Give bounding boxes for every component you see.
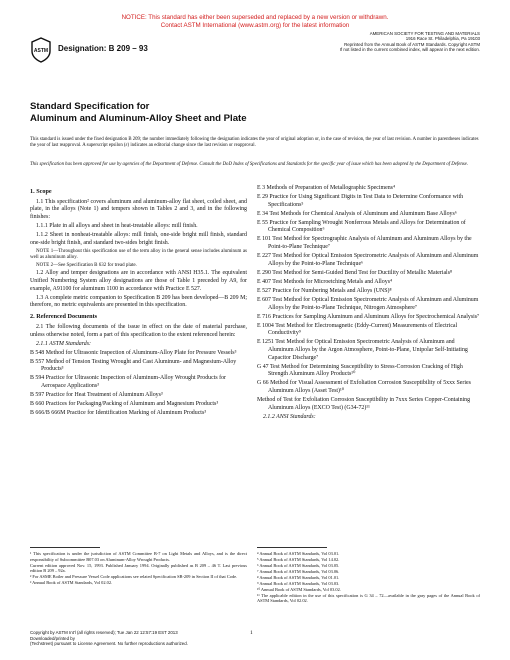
copyright-line-1: Copyright by ASTM Int'l (all rights reserved); Tue Jan 22 12:57:19 EST 2013	[30, 630, 178, 635]
reference-item: Method of Test for Exfoliation Corrosion Susceptibility in 7xxx Series Copper-Containing Aluminum Alloys (EXCO Test) (G34-72)¹¹	[257, 397, 471, 411]
reference-item: E 101 Test Method for Spectrographic Analysis of Aluminum and Aluminum Alloys by the Point-to-Plane Technique⁷	[257, 236, 472, 251]
footnote: ¹⁰ Annual Book of ASTM Standards, Vol 03.02.	[257, 586, 341, 592]
paragraph-1-1-1: 1.1.1 Plate in all alloys and sheet in heat-treatable alloys: mill finish.	[36, 223, 198, 230]
reference-item: B 548 Method for Ultrasonic Inspection of Aluminum-Alloy Plate for Pressure Vessels³	[30, 349, 237, 356]
reference-item: E 527 Practice for Numbering Metals and Alloys (UNS)⁸	[257, 287, 392, 294]
title-line-1: Standard Specification for	[30, 101, 150, 112]
reference-item: E 607 Test Method for Optical Emission Spectrometric Analysis of Aluminum and Aluminum Alloys by the Point-to-Plane Technique, Nitrogen Atmosphere⁷	[257, 296, 479, 311]
footnotes-right	[257, 551, 480, 604]
footnotes-left	[30, 551, 247, 586]
intro-dod-note: This specification has been approved for use by agencies of the Department of Defense. Consult the DoD Index of Specifications and Standards for the specific year of issue which has been adopted by the Department of Defense.	[30, 162, 468, 167]
reference-item: G 66 Method for Visual Assessment of Exfoliation Corrosion Susceptibility of 5xxx Series Aluminum Alloys (Asset Test)¹⁰	[257, 380, 471, 395]
page-number: 1	[250, 630, 253, 636]
notice-line-2: Contact ASTM International (www.astm.org) for the latest information	[160, 22, 350, 29]
reference-item: B 557 Method of Tension Testing Wrought and Cast Aluminum- and Magnesium-Alloy Products³	[30, 358, 237, 373]
reference-item: E 55 Practice for Sampling Wrought Nonferrous Metals and Alloys for Determination of Chemical Composition⁶	[257, 219, 466, 234]
section-heading-referenced-documents: 2. Referenced Documents	[30, 313, 98, 321]
notice-line-1: NOTICE: This standard has either been superseded and replaced by a new version or withdrawn.	[121, 14, 389, 21]
footnote: ² For ASME Boiler and Pressure Vessel Code applications see related Specification SB-209 in Section II of that Code.	[30, 574, 238, 580]
designation: Designation: B 209 – 93	[58, 44, 148, 53]
left-column	[30, 185, 247, 419]
title-line-2: Aluminum and Aluminum-Alloy Sheet and Plate	[30, 113, 247, 124]
section-heading-scope: 1. Scope	[30, 188, 52, 195]
footnote-divider-right	[257, 547, 327, 548]
reference-item: E 1004 Test Method for Electromagnetic (Eddy-Current) Measurements of Electrical Conductivity⁹	[257, 322, 458, 337]
footnote: ⁸ Annual Book of ASTM Standards, Vol 01.01.	[257, 574, 340, 580]
footnote: ⁴ Annual Book of ASTM Standards, Vol 03.01.	[257, 551, 340, 556]
reference-item: E 29 Practice for Using Significant Digits in Test Data to Determine Conformance with Specifications⁵	[257, 194, 464, 208]
society-index-note: If not listed in the current combined index, will appear in the next edition.	[339, 47, 480, 53]
paragraph-1-1-2: 1.1.2 Sheet in nonheat-treatable alloys: mill finish, one-side bright mill finish, standard one-side bright finish, and standard two-sides bright finish.	[30, 232, 247, 246]
reference-item: E 1251 Test Method for Optical Emission Spectrometric Analysis of Aluminum and Aluminum Alloys by the Argon Atmosphere, Point-to-Plane, Unipolar Self-Initiating Capacitor Discharge⁷	[257, 339, 468, 361]
reference-item: B 666/B 666M Practice for Identification Marking of Aluminum Products³	[30, 409, 207, 416]
footnote: ¹ This specification is under the jurisdiction of ASTM Committee B-7 on Light Metals and Alloys, and is the direct responsibility of Subcommittee B07.03 on Aluminum-Alloy Wrought Products.	[30, 551, 247, 562]
footnote: ¹¹ The applicable edition in the use of this specification is G 34 – 72—available in the gray pages of the Annual Book of ASTM Standards, Vol 02.02.	[257, 592, 480, 604]
reference-item: E 227 Test Method for Optical Emission Spectrometric Analysis of Aluminum and Aluminum Alloys by the Point-to-Plane Technique⁶	[257, 253, 479, 267]
society-address: 1916 Race St. Philadelphia, Pa 19103	[405, 36, 480, 42]
note-1: NOTE 1—Throughout this specification use of the term alloy in the general sense includes aluminum as well as aluminum alloy.	[30, 248, 247, 261]
copyright-notice	[30, 630, 188, 647]
svg-text:ASTM: ASTM	[33, 48, 49, 54]
reference-item: B 660 Practices for Packaging/Packing of Aluminum and Magnesium Products³	[30, 400, 219, 407]
paragraph-1-3: 1.3 A complete metric companion to Specification B 209 has been developed—B 209 M; therefore, no metric equivalents are presented in this specification.	[30, 294, 247, 309]
reference-item: E 716 Practices for Sampling Aluminum and Aluminum Alloys for Spectrochemical Analysis⁷	[257, 313, 480, 320]
paragraph-2-1: 2.1 The following documents of the issue in effect on the date of material purchase, unless otherwise noted, form a part of this specification to the extent referenced herein:	[30, 323, 247, 338]
paragraph-1-2: 1.2 Alloy and temper designations are in accordance with ANSI H35.1. The equivalent Unified Numbering System alloy designations are those of Table 1 preceded by A9, for example, A91100 for aluminum 1100 in accordance with Practice E 527.	[30, 270, 247, 292]
footnote: ⁹ Annual Book of ASTM Standards, Vol 03.03.	[257, 580, 340, 586]
footnote: ⁵ Annual Book of ASTM Standards, Vol 14.02.	[257, 556, 340, 562]
footnote-divider-left	[30, 547, 100, 548]
reference-item: E 34 Test Methods for Chemical Analysis of Aluminum and Aluminum Base Alloys⁶	[257, 210, 457, 217]
footnote: Current edition approved Nov. 15, 1993. Published January 1994. Originally published as B 209 – 46 T. Last previous edition B 209 – 92a.	[30, 562, 247, 574]
document-title	[30, 101, 247, 125]
reference-item: E 3 Methods of Preparation of Metallographic Specimens⁴	[257, 185, 395, 191]
reference-item: E 407 Test Methods for Microetching Metals and Alloys⁴	[257, 278, 393, 285]
paragraph-2-1-2: 2.1.2 ANSI Standards:	[263, 413, 316, 420]
reference-item: G 47 Test Method for Determining Susceptibility to Stress-Corrosion Cracking of High Strength Aluminum Alloy Products¹⁰	[257, 363, 463, 378]
paragraph-2-1-1: 2.1.1 ASTM Standards:	[36, 340, 91, 347]
note-2: NOTE 2—See Specification B 632 for tread plate.	[36, 262, 137, 268]
right-column	[257, 185, 480, 423]
footnote: ⁷ Annual Book of ASTM Standards, Vol 03.06.	[257, 568, 340, 574]
astm-logo-icon	[30, 37, 52, 63]
reference-item: B 594 Practice for Ultrasonic Inspection of Aluminum-Alloy Wrought Products for Aerospace Applications³	[30, 375, 226, 389]
reference-item: B 597 Practice for Heat Treatment of Aluminum Alloys³	[30, 391, 163, 398]
footnote: ³ Annual Book of ASTM Standards, Vol 02.02.	[30, 580, 113, 586]
society-reprint: Reprinted from the Annual Book of ASTM Standards. Copyright ASTM	[344, 41, 480, 47]
footnote: ⁶ Annual Book of ASTM Standards, Vol 03.05.	[257, 562, 340, 568]
intro-designation-note: This standard is issued under the fixed designation B 209; the number immediately following the designation indicates the year of original adoption or, in the case of revision, the year of last revision. A number in parentheses indicates the year of last reapproval. A superscript epsilon (ε) indicates an editorial change since the last revision or reapproval.	[30, 137, 479, 148]
reference-item: E 290 Test Method for Semi-Guided Bend Test for Ductility of Metallic Materials⁸	[257, 269, 453, 276]
society-name: AMERICAN SOCIETY FOR TESTING AND MATERIALS	[369, 31, 480, 36]
society-header	[290, 31, 480, 53]
supersede-notice	[0, 14, 510, 30]
copyright-line-3: (Techstreet) pursuant to License Agreement. No further reproductions authorized.	[30, 641, 188, 647]
copyright-line-2: Downloaded/printed by	[30, 635, 75, 641]
paragraph-1-1: 1.1 This specification² covers aluminum and aluminum-alloy flat sheet, coiled sheet, and plate, in the alloys (Note 1) and tempers shown in Tables 2 and 3, and in the following finishes:	[30, 198, 247, 221]
